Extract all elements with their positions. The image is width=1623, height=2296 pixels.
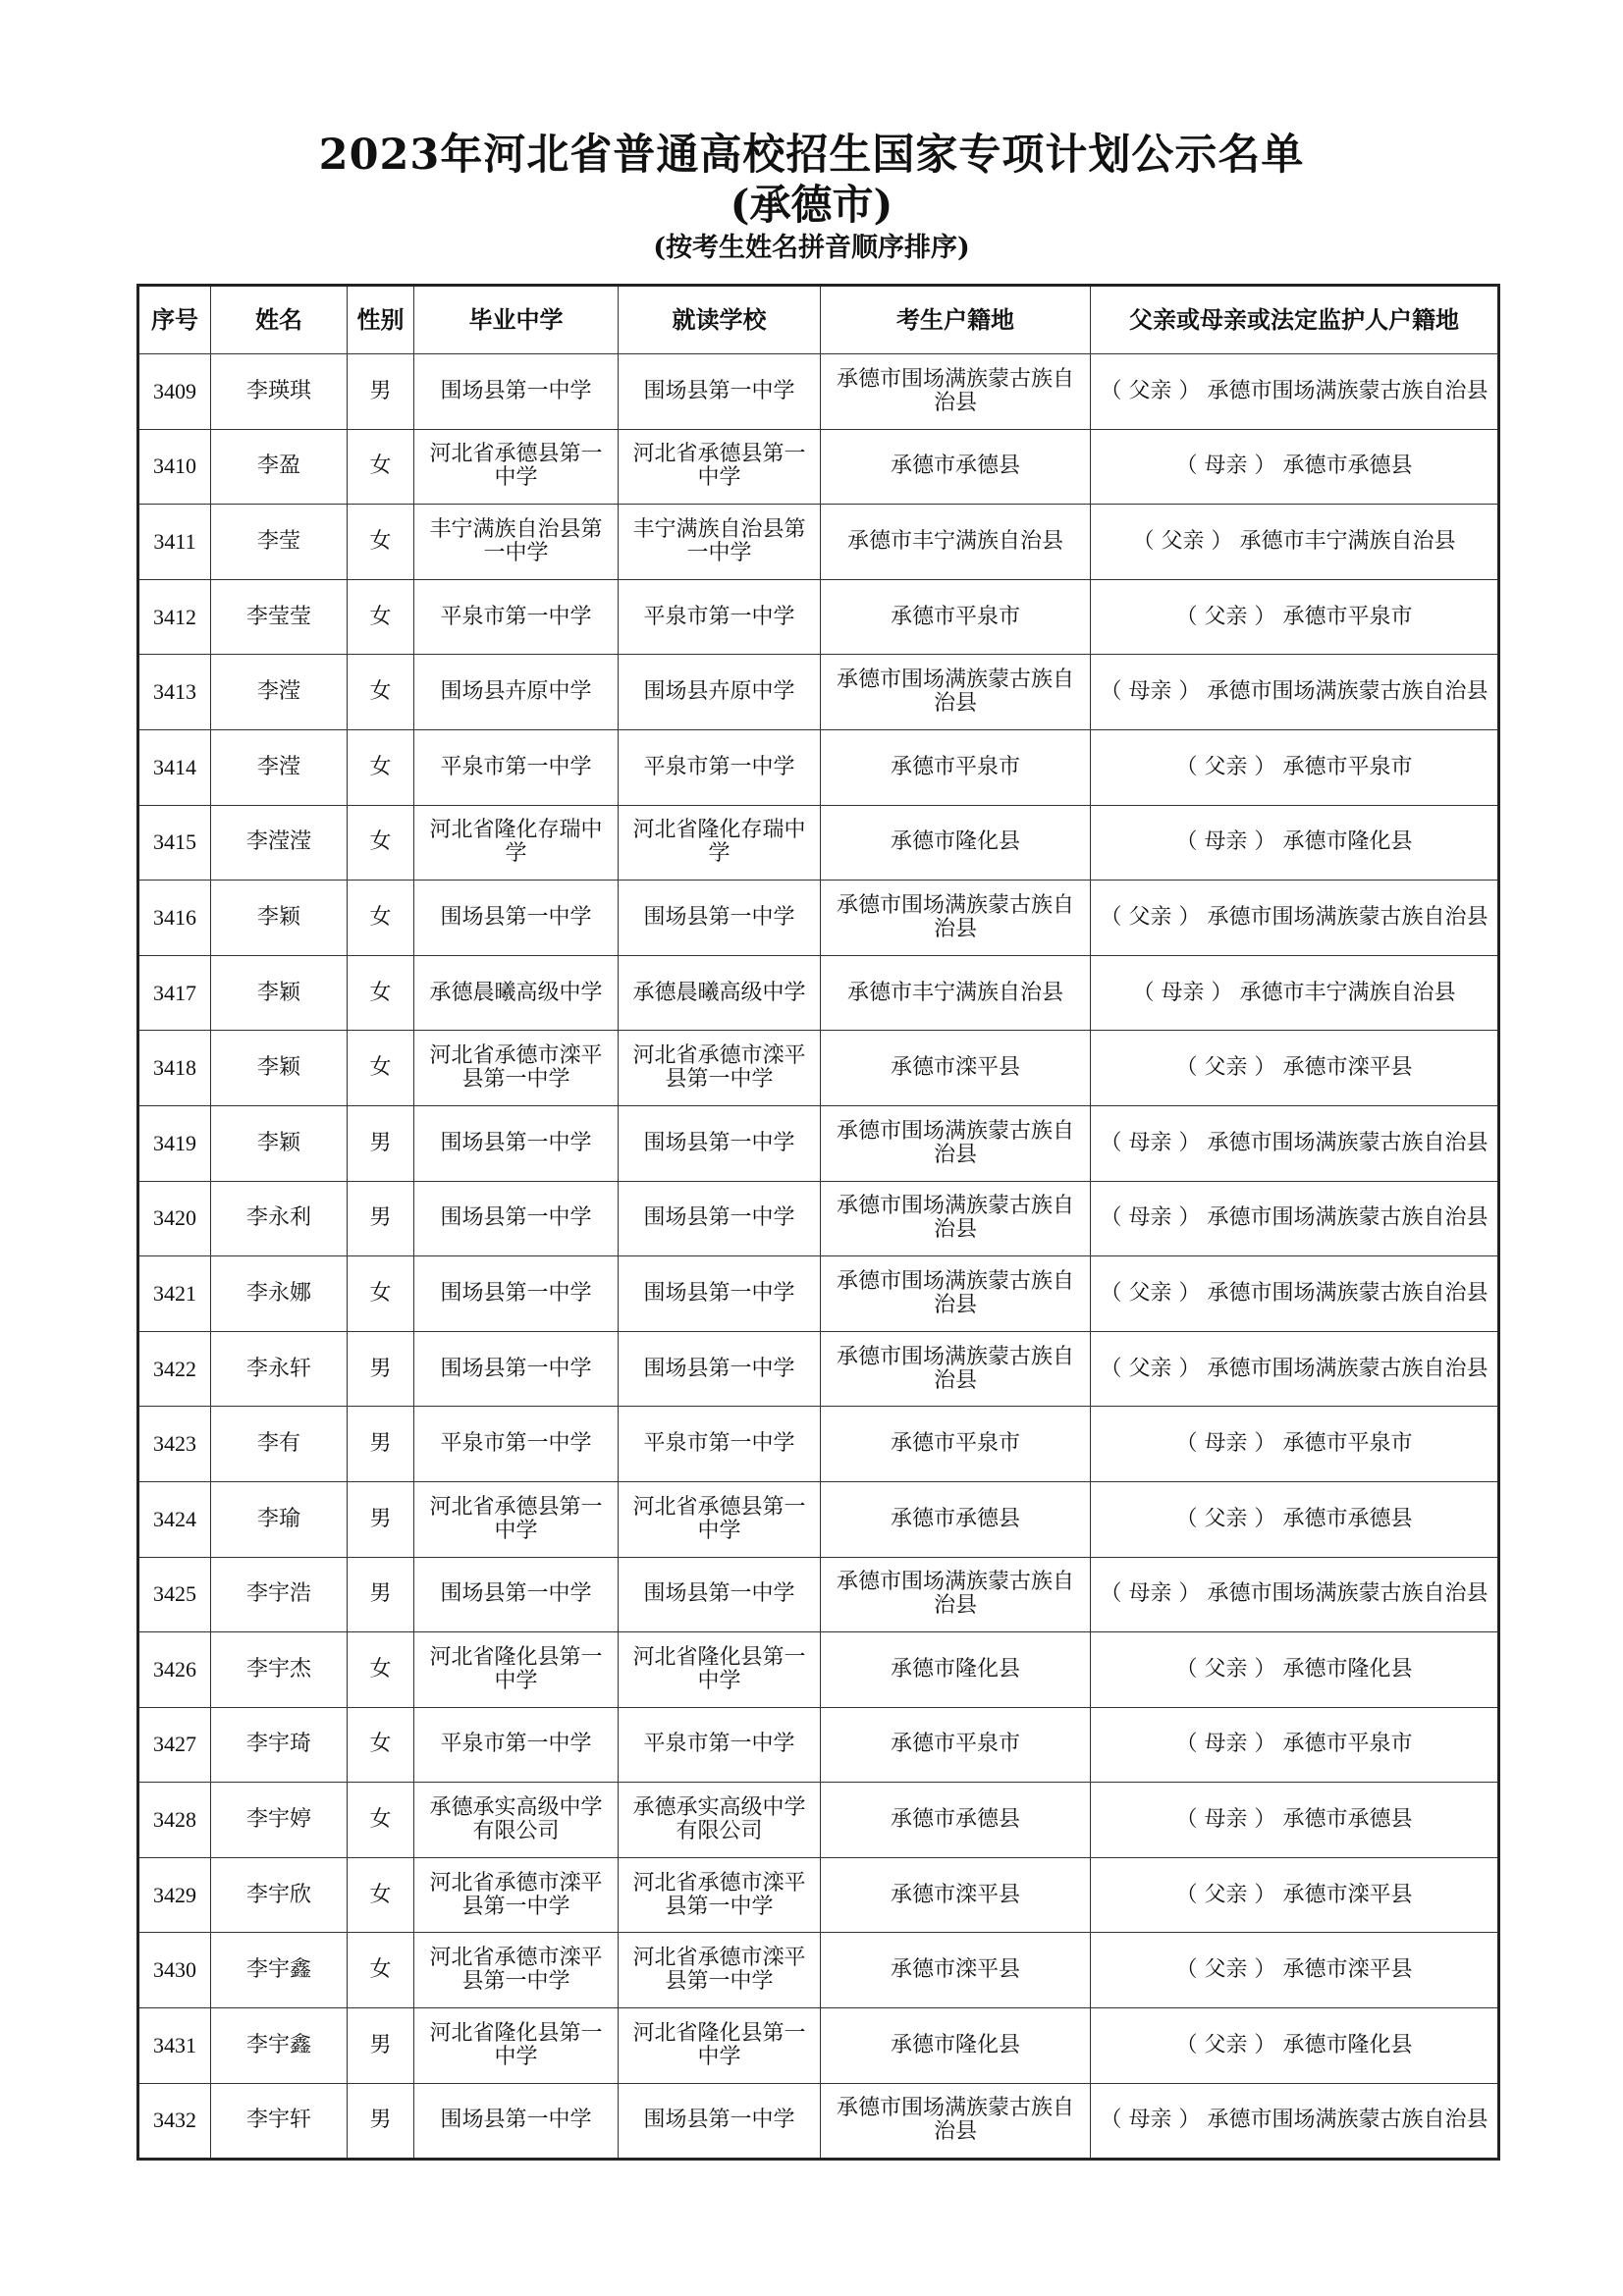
cell-graduation-school: 河北省承德县第一中学 <box>414 429 619 505</box>
cell-seq: 3410 <box>138 429 211 505</box>
cell-gender: 男 <box>348 354 414 430</box>
cell-graduation-school: 河北省隆化县第一中学 <box>414 2008 619 2084</box>
cell-name: 李盈 <box>211 429 348 505</box>
cell-guardian-hukou: （ 父亲 ） 承德市平泉市 <box>1091 729 1499 805</box>
cell-student-hukou: 承德市滦平县 <box>821 1933 1091 2008</box>
table-header-row <box>138 286 1499 354</box>
cell-seq: 3420 <box>138 1181 211 1256</box>
cell-graduation-school: 围场县第一中学 <box>414 2083 619 2160</box>
cell-seq: 3428 <box>138 1783 211 1858</box>
cell-student-hukou: 承德市隆化县 <box>821 1632 1091 1708</box>
cell-student-hukou: 承德市围场满族蒙古族自治县 <box>821 1331 1091 1407</box>
cell-graduation-school: 围场县第一中学 <box>414 881 619 956</box>
cell-gender: 男 <box>348 1105 414 1181</box>
cell-seq: 3412 <box>138 579 211 655</box>
cell-current-school: 围场县第一中学 <box>619 881 821 956</box>
cell-student-hukou: 承德市围场满族蒙古族自治县 <box>821 354 1091 430</box>
cell-name: 李宇琦 <box>211 1707 348 1783</box>
cell-current-school: 围场县第一中学 <box>619 1181 821 1256</box>
cell-current-school: 平泉市第一中学 <box>619 579 821 655</box>
cell-guardian-hukou: （ 父亲 ） 承德市平泉市 <box>1091 579 1499 655</box>
cell-current-school: 河北省隆化存瑞中学 <box>619 805 821 881</box>
cell-name: 李永娜 <box>211 1256 348 1332</box>
cell-student-hukou: 承德市滦平县 <box>821 1857 1091 1933</box>
cell-seq: 3425 <box>138 1557 211 1632</box>
cell-graduation-school: 平泉市第一中学 <box>414 1707 619 1783</box>
cell-gender: 女 <box>348 1857 414 1933</box>
cell-graduation-school: 围场县卉原中学 <box>414 655 619 730</box>
cell-name: 李颖 <box>211 881 348 956</box>
header-seq: 序号 <box>138 286 211 354</box>
cell-gender: 男 <box>348 2083 414 2160</box>
cell-guardian-hukou: （ 母亲 ） 承德市围场满族蒙古族自治县 <box>1091 1105 1499 1181</box>
cell-gender: 女 <box>348 1707 414 1783</box>
cell-gender: 女 <box>348 805 414 881</box>
table-row <box>138 805 1499 881</box>
cell-seq: 3419 <box>138 1105 211 1181</box>
cell-gender: 男 <box>348 1557 414 1632</box>
cell-graduation-school: 河北省隆化县第一中学 <box>414 1632 619 1708</box>
cell-seq: 3423 <box>138 1407 211 1482</box>
cell-seq: 3413 <box>138 655 211 730</box>
cell-current-school: 围场县第一中学 <box>619 1331 821 1407</box>
cell-name: 李永利 <box>211 1181 348 1256</box>
cell-guardian-hukou: （ 父亲 ） 承德市围场满族蒙古族自治县 <box>1091 1331 1499 1407</box>
cell-gender: 女 <box>348 881 414 956</box>
cell-current-school: 河北省隆化县第一中学 <box>619 1632 821 1708</box>
cell-guardian-hukou: （ 父亲 ） 承德市滦平县 <box>1091 1857 1499 1933</box>
cell-student-hukou: 承德市围场满族蒙古族自治县 <box>821 655 1091 730</box>
cell-name: 李永轩 <box>211 1331 348 1407</box>
cell-current-school: 围场县第一中学 <box>619 354 821 430</box>
sort-note: (按考生姓名拼音顺序排序) <box>653 233 970 263</box>
cell-name: 李宇婷 <box>211 1783 348 1858</box>
cell-guardian-hukou: （ 父亲 ） 承德市隆化县 <box>1091 1632 1499 1708</box>
header-current-school: 就读学校 <box>619 286 821 354</box>
roster-table <box>136 284 1500 2161</box>
cell-name: 李瑛琪 <box>211 354 348 430</box>
cell-graduation-school: 河北省承德县第一中学 <box>414 1481 619 1557</box>
table-row <box>138 429 1499 505</box>
cell-graduation-school: 河北省承德市滦平县第一中学 <box>414 1933 619 2008</box>
cell-guardian-hukou: （ 父亲 ） 承德市围场满族蒙古族自治县 <box>1091 354 1499 430</box>
cell-name: 李颖 <box>211 1105 348 1181</box>
cell-gender: 男 <box>348 2008 414 2084</box>
cell-guardian-hukou: （ 母亲 ） 承德市围场满族蒙古族自治县 <box>1091 2083 1499 2160</box>
cell-graduation-school: 围场县第一中学 <box>414 354 619 430</box>
cell-student-hukou: 承德市围场满族蒙古族自治县 <box>821 1557 1091 1632</box>
cell-seq: 3416 <box>138 881 211 956</box>
cell-current-school: 围场县卉原中学 <box>619 655 821 730</box>
cell-current-school: 河北省承德县第一中学 <box>619 1481 821 1557</box>
cell-graduation-school: 围场县第一中学 <box>414 1256 619 1332</box>
cell-current-school: 河北省隆化县第一中学 <box>619 2008 821 2084</box>
table-row <box>138 1632 1499 1708</box>
cell-guardian-hukou: （ 父亲 ） 承德市承德县 <box>1091 1481 1499 1557</box>
cell-student-hukou: 承德市围场满族蒙古族自治县 <box>821 881 1091 956</box>
cell-current-school: 丰宁满族自治县第一中学 <box>619 505 821 580</box>
cell-seq: 3409 <box>138 354 211 430</box>
table-row <box>138 1933 1499 2008</box>
cell-guardian-hukou: （ 父亲 ） 承德市隆化县 <box>1091 2008 1499 2084</box>
cell-guardian-hukou: （ 母亲 ） 承德市围场满族蒙古族自治县 <box>1091 655 1499 730</box>
table-row <box>138 2083 1499 2160</box>
cell-guardian-hukou: （ 母亲 ） 承德市丰宁满族自治县 <box>1091 955 1499 1031</box>
table-row <box>138 1331 1499 1407</box>
cell-current-school: 承德承实高级中学有限公司 <box>619 1783 821 1858</box>
cell-current-school: 围场县第一中学 <box>619 2083 821 2160</box>
cell-gender: 女 <box>348 1933 414 2008</box>
cell-guardian-hukou: （ 母亲 ） 承德市围场满族蒙古族自治县 <box>1091 1557 1499 1632</box>
cell-gender: 女 <box>348 729 414 805</box>
cell-name: 李莹莹 <box>211 579 348 655</box>
header-student-hukou: 考生户籍地 <box>821 286 1091 354</box>
cell-name: 李瑜 <box>211 1481 348 1557</box>
cell-student-hukou: 承德市承德县 <box>821 1481 1091 1557</box>
cell-seq: 3430 <box>138 1933 211 2008</box>
cell-current-school: 河北省承德市滦平县第一中学 <box>619 1031 821 1106</box>
table-row <box>138 655 1499 730</box>
cell-student-hukou: 承德市围场满族蒙古族自治县 <box>821 1256 1091 1332</box>
table-row <box>138 881 1499 956</box>
header-name: 姓名 <box>211 286 348 354</box>
table-row <box>138 1256 1499 1332</box>
table-row <box>138 1031 1499 1106</box>
table-row <box>138 1557 1499 1632</box>
cell-student-hukou: 承德市隆化县 <box>821 2008 1091 2084</box>
table-row <box>138 505 1499 580</box>
table-row <box>138 1181 1499 1256</box>
cell-student-hukou: 承德市丰宁满族自治县 <box>821 955 1091 1031</box>
table-row <box>138 579 1499 655</box>
cell-guardian-hukou: （ 母亲 ） 承德市平泉市 <box>1091 1707 1499 1783</box>
cell-graduation-school: 围场县第一中学 <box>414 1105 619 1181</box>
table-row <box>138 729 1499 805</box>
cell-graduation-school: 承德承实高级中学有限公司 <box>414 1783 619 1858</box>
cell-name: 李颖 <box>211 955 348 1031</box>
cell-student-hukou: 承德市围场满族蒙古族自治县 <box>821 1181 1091 1256</box>
cell-student-hukou: 承德市平泉市 <box>821 729 1091 805</box>
cell-gender: 女 <box>348 1031 414 1106</box>
header-graduation-school: 毕业中学 <box>414 286 619 354</box>
cell-guardian-hukou: （ 母亲 ） 承德市承德县 <box>1091 429 1499 505</box>
cell-name: 李宇欣 <box>211 1857 348 1933</box>
cell-seq: 3427 <box>138 1707 211 1783</box>
cell-current-school: 平泉市第一中学 <box>619 729 821 805</box>
table-row <box>138 1707 1499 1783</box>
cell-student-hukou: 承德市滦平县 <box>821 1031 1091 1106</box>
cell-gender: 女 <box>348 579 414 655</box>
page-subtitle: (承德市) <box>730 181 893 229</box>
cell-graduation-school: 河北省隆化存瑞中学 <box>414 805 619 881</box>
cell-current-school: 承德晨曦高级中学 <box>619 955 821 1031</box>
table-row <box>138 1481 1499 1557</box>
cell-seq: 3424 <box>138 1481 211 1557</box>
cell-guardian-hukou: （ 父亲 ） 承德市围场满族蒙古族自治县 <box>1091 881 1499 956</box>
cell-seq: 3415 <box>138 805 211 881</box>
cell-name: 李颖 <box>211 1031 348 1106</box>
header-gender: 性别 <box>348 286 414 354</box>
cell-name: 李滢滢 <box>211 805 348 881</box>
cell-seq: 3421 <box>138 1256 211 1332</box>
cell-seq: 3422 <box>138 1331 211 1407</box>
cell-current-school: 围场县第一中学 <box>619 1256 821 1332</box>
cell-seq: 3417 <box>138 955 211 1031</box>
cell-current-school: 河北省承德市滦平县第一中学 <box>619 1857 821 1933</box>
cell-gender: 男 <box>348 1481 414 1557</box>
cell-seq: 3414 <box>138 729 211 805</box>
cell-student-hukou: 承德市平泉市 <box>821 1707 1091 1783</box>
cell-student-hukou: 承德市平泉市 <box>821 579 1091 655</box>
cell-student-hukou: 承德市围场满族蒙古族自治县 <box>821 2083 1091 2160</box>
cell-current-school: 河北省承德县第一中学 <box>619 429 821 505</box>
cell-seq: 3429 <box>138 1857 211 1933</box>
cell-guardian-hukou: （ 父亲 ） 承德市滦平县 <box>1091 1933 1499 2008</box>
cell-gender: 女 <box>348 1632 414 1708</box>
cell-gender: 女 <box>348 1783 414 1858</box>
cell-graduation-school: 承德晨曦高级中学 <box>414 955 619 1031</box>
table-row <box>138 1105 1499 1181</box>
cell-name: 李莹 <box>211 505 348 580</box>
table-row <box>138 1407 1499 1482</box>
header-guardian-hukou: 父亲或母亲或法定监护人户籍地 <box>1091 286 1499 354</box>
cell-current-school: 平泉市第一中学 <box>619 1407 821 1482</box>
cell-guardian-hukou: （ 母亲 ） 承德市承德县 <box>1091 1783 1499 1858</box>
cell-guardian-hukou: （ 母亲 ） 承德市平泉市 <box>1091 1407 1499 1482</box>
table-row <box>138 2008 1499 2084</box>
cell-name: 李滢 <box>211 655 348 730</box>
table-row <box>138 354 1499 430</box>
cell-student-hukou: 承德市承德县 <box>821 429 1091 505</box>
cell-name: 李有 <box>211 1407 348 1482</box>
cell-graduation-school: 围场县第一中学 <box>414 1331 619 1407</box>
cell-seq: 3431 <box>138 2008 211 2084</box>
cell-student-hukou: 承德市围场满族蒙古族自治县 <box>821 1105 1091 1181</box>
cell-student-hukou: 承德市平泉市 <box>821 1407 1091 1482</box>
cell-guardian-hukou: （ 父亲 ） 承德市围场满族蒙古族自治县 <box>1091 1256 1499 1332</box>
cell-guardian-hukou: （ 母亲 ） 承德市围场满族蒙古族自治县 <box>1091 1181 1499 1256</box>
cell-gender: 男 <box>348 1407 414 1482</box>
cell-name: 李滢 <box>211 729 348 805</box>
cell-guardian-hukou: （ 父亲 ） 承德市滦平县 <box>1091 1031 1499 1106</box>
cell-graduation-school: 围场县第一中学 <box>414 1557 619 1632</box>
cell-graduation-school: 平泉市第一中学 <box>414 729 619 805</box>
cell-current-school: 河北省承德市滦平县第一中学 <box>619 1933 821 2008</box>
cell-student-hukou: 承德市隆化县 <box>821 805 1091 881</box>
cell-graduation-school: 丰宁满族自治县第一中学 <box>414 505 619 580</box>
cell-graduation-school: 河北省承德市滦平县第一中学 <box>414 1031 619 1106</box>
cell-seq: 3411 <box>138 505 211 580</box>
cell-gender: 女 <box>348 955 414 1031</box>
cell-graduation-school: 围场县第一中学 <box>414 1181 619 1256</box>
cell-graduation-school: 河北省承德市滦平县第一中学 <box>414 1857 619 1933</box>
cell-name: 李宇鑫 <box>211 1933 348 2008</box>
cell-gender: 女 <box>348 505 414 580</box>
cell-name: 李宇鑫 <box>211 2008 348 2084</box>
cell-current-school: 围场县第一中学 <box>619 1557 821 1632</box>
cell-gender: 女 <box>348 1256 414 1332</box>
cell-gender: 男 <box>348 1181 414 1256</box>
cell-gender: 男 <box>348 1331 414 1407</box>
cell-guardian-hukou: （ 父亲 ） 承德市丰宁满族自治县 <box>1091 505 1499 580</box>
page-title: 2023年河北省普通高校招生国家专项计划公示名单 <box>318 131 1305 180</box>
cell-name: 李宇轩 <box>211 2083 348 2160</box>
table-row <box>138 1857 1499 1933</box>
cell-guardian-hukou: （ 母亲 ） 承德市隆化县 <box>1091 805 1499 881</box>
table-row <box>138 1783 1499 1858</box>
cell-student-hukou: 承德市承德县 <box>821 1783 1091 1858</box>
cell-gender: 女 <box>348 655 414 730</box>
cell-seq: 3418 <box>138 1031 211 1106</box>
cell-seq: 3432 <box>138 2083 211 2160</box>
cell-graduation-school: 平泉市第一中学 <box>414 579 619 655</box>
cell-name: 李宇浩 <box>211 1557 348 1632</box>
cell-current-school: 平泉市第一中学 <box>619 1707 821 1783</box>
cell-graduation-school: 平泉市第一中学 <box>414 1407 619 1482</box>
cell-student-hukou: 承德市丰宁满族自治县 <box>821 505 1091 580</box>
cell-gender: 女 <box>348 429 414 505</box>
table-row <box>138 955 1499 1031</box>
cell-seq: 3426 <box>138 1632 211 1708</box>
cell-current-school: 围场县第一中学 <box>619 1105 821 1181</box>
cell-name: 李宇杰 <box>211 1632 348 1708</box>
